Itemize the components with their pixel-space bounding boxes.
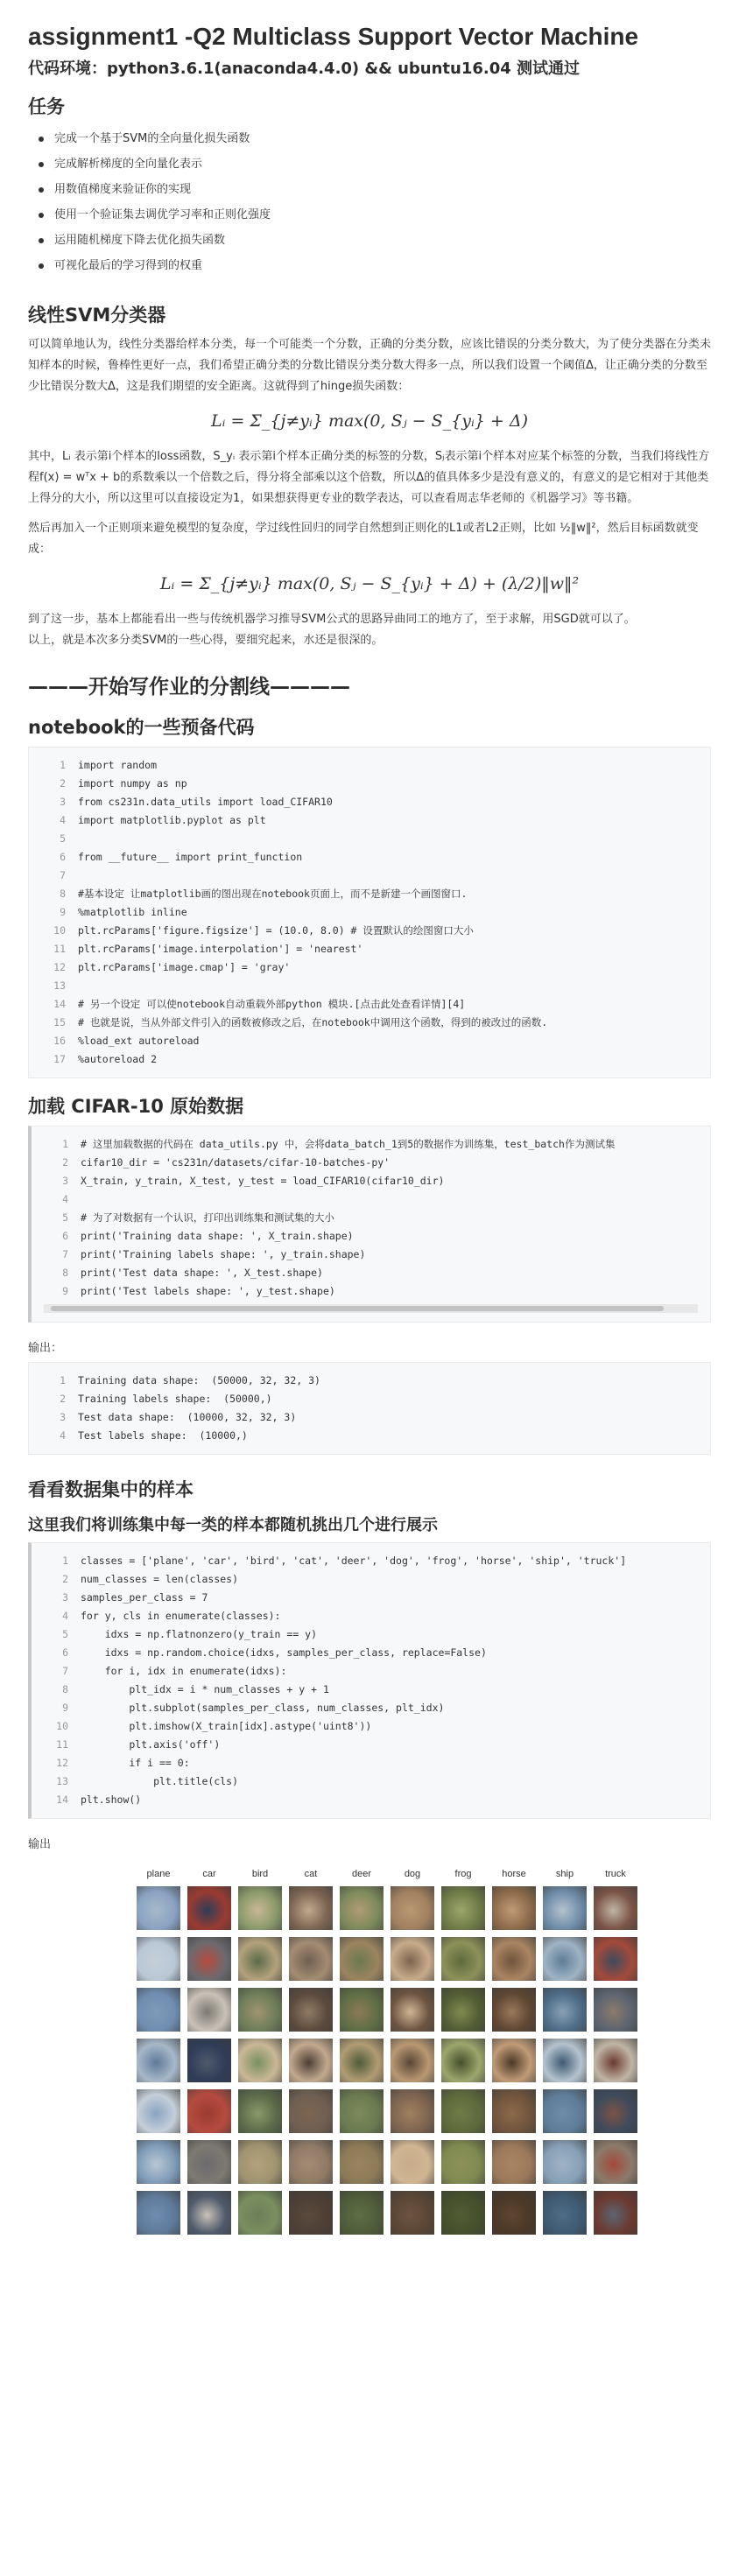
code-line bbox=[29, 885, 710, 903]
class-header-row bbox=[133, 1869, 711, 1879]
sample-image-truck bbox=[594, 1937, 637, 1981]
image-row bbox=[133, 1988, 711, 2032]
code-line bbox=[32, 1791, 710, 1809]
line-number: 3 bbox=[60, 1411, 66, 1423]
sample-image-deer bbox=[340, 1937, 384, 1981]
horizontal-scrollbar[interactable] bbox=[44, 1304, 698, 1313]
class-label-frog: frog bbox=[454, 1869, 472, 1879]
image-row bbox=[133, 1937, 711, 1981]
line-number: 4 bbox=[62, 1193, 68, 1205]
code-text: samples_per_class = 7 bbox=[81, 1591, 208, 1604]
code-line bbox=[32, 1625, 710, 1644]
list-item: 使用一个验证集去调优学习率和正则化强度 bbox=[39, 202, 711, 228]
code-block bbox=[28, 1126, 711, 1323]
line-number: 4 bbox=[60, 814, 66, 826]
scrollbar-thumb[interactable] bbox=[51, 1306, 664, 1311]
list-item: 可视化最后的学习得到的权重 bbox=[39, 253, 711, 278]
line-number: 13 bbox=[53, 979, 66, 992]
code-text: plt_idx = i * num_classes + y + 1 bbox=[81, 1683, 329, 1695]
sample-image-dog bbox=[391, 1886, 434, 1930]
code-text: if i == 0: bbox=[81, 1757, 190, 1769]
sample-image-frog bbox=[441, 2140, 485, 2184]
sample-image-plane bbox=[137, 2140, 180, 2184]
code-line bbox=[32, 1717, 710, 1736]
notebook-heading: notebook的一些预备代码 bbox=[28, 717, 255, 738]
line-number: 9 bbox=[62, 1285, 68, 1297]
code-line bbox=[29, 977, 710, 995]
paragraph: 可以简单地认为，线性分类器给样本分类，每一个可能类一个分数，正确的分类分数，应该比错误的分类分数大，为了使分类器在分类未知样本的时候，鲁棒性更好一点，我们希望正确分类的分数比错误分类分数大得多一点，所以我们设置一个阈值Δ，让正确分类的分数至少比错误分数大Δ，这是我们期望的安全距离。这就得到了hinge损失函数： bbox=[28, 338, 712, 393]
code-text: #基本设定 让matplotlib画的图出现在notebook页面上，而不是新建一个画图窗口. bbox=[78, 888, 468, 900]
line-number: 2 bbox=[62, 1156, 68, 1169]
image-row bbox=[133, 2039, 711, 2082]
line-number: 12 bbox=[56, 1757, 68, 1769]
line-number: 10 bbox=[53, 924, 66, 937]
sample-image-cat bbox=[289, 2191, 333, 2235]
line-number: 6 bbox=[62, 1230, 68, 1242]
sample-image-deer bbox=[340, 2089, 384, 2133]
code-line bbox=[32, 1754, 710, 1772]
code-line bbox=[29, 995, 710, 1014]
code-text: %autoreload 2 bbox=[78, 1053, 158, 1065]
sample-image-dog bbox=[391, 1988, 434, 2032]
code-line bbox=[32, 1570, 710, 1589]
sample-image-car bbox=[187, 2039, 231, 2082]
code-line bbox=[29, 1427, 710, 1445]
line-number: 14 bbox=[56, 1793, 68, 1806]
line-number: 16 bbox=[53, 1035, 66, 1047]
line-number: 5 bbox=[60, 832, 66, 845]
line-number: 9 bbox=[62, 1702, 68, 1714]
sample-image-ship bbox=[543, 1988, 587, 2032]
sample-image-car bbox=[187, 2191, 231, 2235]
line-number: 3 bbox=[62, 1591, 68, 1604]
sample-image-ship bbox=[543, 1886, 587, 1930]
sample-subheading: 这里我们将训练集中每一类的样本都随机挑出几个进行展示 bbox=[28, 1516, 438, 1534]
sample-image-frog bbox=[441, 1988, 485, 2032]
sample-image-dog bbox=[391, 1937, 434, 1981]
sample-image-bird bbox=[238, 2140, 282, 2184]
code-text: plt.rcParams['figure.figsize'] = (10.0, 8.0) # 设置默认的绘图窗口大小 bbox=[78, 924, 474, 937]
sample-image-cat bbox=[289, 2089, 333, 2133]
code-text: plt.subplot(samples_per_class, num_classes, plt_idx) bbox=[81, 1702, 445, 1714]
line-number: 7 bbox=[62, 1248, 68, 1260]
load-heading: 加载 CIFAR-10 原始数据 bbox=[28, 1096, 244, 1117]
code-text: # 另一个设定 可以使notebook自动重载外部python 模块.[点击此处查看详情][4] bbox=[78, 998, 466, 1010]
sample-image-horse bbox=[492, 2039, 536, 2082]
code-text: for i, idx in enumerate(idxs): bbox=[81, 1665, 287, 1677]
code-line bbox=[29, 793, 710, 811]
code-text: print('Training data shape: ', X_train.shape) bbox=[81, 1230, 354, 1242]
sample-image-truck bbox=[594, 2089, 637, 2133]
line-number: 3 bbox=[60, 796, 66, 808]
sample-image-frog bbox=[441, 1886, 485, 1930]
paragraph: 然后再加入一个正则项来避免模型的复杂度，学过线性回归的同学自然想到正则化的L1或者L2正则，比如 ½‖w‖²，然后目标函数就变成： bbox=[28, 522, 699, 556]
code-line bbox=[29, 1014, 710, 1032]
code-block bbox=[28, 1362, 711, 1455]
code-text: from __future__ import print_function bbox=[78, 851, 303, 863]
sample-image-plane bbox=[137, 1937, 180, 1981]
sample-image-deer bbox=[340, 2191, 384, 2235]
sample-image-deer bbox=[340, 1988, 384, 2032]
sample-image-horse bbox=[492, 2191, 536, 2235]
sample-image-frog bbox=[441, 2089, 485, 2133]
line-number: 13 bbox=[56, 1775, 68, 1787]
code-text: plt.rcParams['image.interpolation'] = 'nearest' bbox=[78, 943, 363, 955]
line-number: 5 bbox=[62, 1211, 68, 1224]
code-line bbox=[29, 958, 710, 977]
sample-image-truck bbox=[594, 2140, 637, 2184]
line-number: 6 bbox=[62, 1646, 68, 1659]
code-line bbox=[32, 1736, 710, 1754]
sample-image-horse bbox=[492, 2140, 536, 2184]
line-number: 3 bbox=[62, 1175, 68, 1187]
task-heading: 任务 bbox=[28, 96, 65, 117]
sample-image-car bbox=[187, 2089, 231, 2133]
line-number: 10 bbox=[56, 1720, 68, 1732]
sample-image-cat bbox=[289, 1988, 333, 2032]
sample-image-dog bbox=[391, 2191, 434, 2235]
code-line bbox=[32, 1154, 710, 1172]
sample-image-bird bbox=[238, 1988, 282, 2032]
code-line bbox=[32, 1699, 710, 1717]
sample-image-ship bbox=[543, 2140, 587, 2184]
sample-image-plane bbox=[137, 1988, 180, 2032]
code-line bbox=[32, 1552, 710, 1570]
image-row bbox=[133, 2089, 711, 2133]
sample-image-ship bbox=[543, 1937, 587, 1981]
image-row bbox=[133, 2191, 711, 2235]
list-item: 完成一个基于SVM的全向量化损失函数 bbox=[39, 126, 711, 151]
image-row bbox=[133, 1886, 711, 1930]
class-label-ship: ship bbox=[555, 1869, 574, 1879]
class-label-bird: bird bbox=[251, 1869, 269, 1879]
sample-image-bird bbox=[238, 1937, 282, 1981]
class-label-car: car bbox=[202, 1869, 216, 1879]
line-number: 8 bbox=[62, 1267, 68, 1279]
sample-image-deer bbox=[340, 2140, 384, 2184]
sample-image-car bbox=[187, 1937, 231, 1981]
list-item: 运用随机梯度下降去优化损失函数 bbox=[39, 228, 711, 253]
code-line bbox=[29, 1050, 710, 1069]
sample-image-horse bbox=[492, 2089, 536, 2133]
line-number: 9 bbox=[60, 906, 66, 918]
code-line bbox=[32, 1589, 710, 1607]
code-text: from cs231n.data_utils import load_CIFAR10 bbox=[78, 796, 333, 808]
code-line bbox=[29, 1408, 710, 1427]
code-text: import matplotlib.pyplot as plt bbox=[78, 814, 266, 826]
code-text: print('Test labels shape: ', y_test.shape) bbox=[81, 1285, 335, 1297]
code-line bbox=[29, 1372, 710, 1390]
code-line bbox=[29, 867, 710, 885]
code-text: plt.title(cls) bbox=[81, 1775, 239, 1787]
env-heading: 代码环境：python3.6.1(anaconda4.4.0) && ubuntu16.04 测试通过 bbox=[28, 60, 581, 78]
code-text: %matplotlib inline bbox=[78, 906, 187, 918]
sample-image-cat bbox=[289, 1886, 333, 1930]
code-text: # 也就是说，当从外部文件引入的函数被修改之后，在notebook中调用这个函数，得到的被改过的函数. bbox=[78, 1016, 548, 1028]
class-label-truck: truck bbox=[605, 1869, 626, 1879]
hinge-formula: Lᵢ = Σ_{j≠yᵢ} max(0, Sⱼ − S_{yᵢ} + Δ) bbox=[210, 411, 528, 431]
class-label-horse: horse bbox=[502, 1869, 526, 1879]
line-number: 11 bbox=[53, 943, 66, 955]
sample-image-bird bbox=[238, 1886, 282, 1930]
line-number: 1 bbox=[62, 1555, 68, 1567]
code-line bbox=[32, 1644, 710, 1662]
code-line bbox=[32, 1227, 710, 1246]
code-text: print('Training labels shape: ', y_train.shape) bbox=[81, 1248, 366, 1260]
line-number: 8 bbox=[60, 888, 66, 900]
image-row bbox=[133, 2140, 711, 2184]
line-number: 1 bbox=[62, 1138, 68, 1150]
code-text: import numpy as np bbox=[78, 777, 187, 790]
sample-image-dog bbox=[391, 2039, 434, 2082]
code-text: idxs = np.random.choice(idxs, samples_per_class, replace=False) bbox=[81, 1646, 487, 1659]
line-number: 7 bbox=[60, 869, 66, 881]
task-list bbox=[39, 126, 711, 278]
sample-image-horse bbox=[492, 1988, 536, 2032]
line-number: 4 bbox=[62, 1610, 68, 1622]
code-line bbox=[29, 830, 710, 848]
line-number: 1 bbox=[60, 759, 66, 771]
code-block bbox=[28, 1542, 711, 1819]
class-label-cat: cat bbox=[304, 1869, 318, 1879]
code-block bbox=[28, 747, 711, 1078]
line-number: 4 bbox=[60, 1429, 66, 1442]
code-text: plt.imshow(X_train[idx].astype('uint8')) bbox=[81, 1720, 372, 1732]
sample-image-frog bbox=[441, 2039, 485, 2082]
image-rows bbox=[133, 1886, 711, 2235]
sample-image-car bbox=[187, 2140, 231, 2184]
code-text: plt.show() bbox=[81, 1793, 142, 1806]
page-title: assignment1 -Q2 Multiclass Support Vector Machine bbox=[28, 23, 639, 50]
code-line bbox=[29, 1032, 710, 1050]
class-label-plane: plane bbox=[146, 1869, 171, 1879]
code-line bbox=[32, 1172, 710, 1190]
code-line bbox=[32, 1282, 710, 1301]
output-label: 输出： bbox=[28, 1342, 63, 1355]
code-text: # 这里加载数据的代码在 data_utils.py 中，会将data_batch_1到5的数据作为训练集，test_batch作为测试集 bbox=[81, 1138, 616, 1150]
code-line bbox=[32, 1190, 710, 1209]
list-item: 完成解析梯度的全向量化表示 bbox=[39, 151, 711, 177]
sample-heading: 看看数据集中的样本 bbox=[28, 1479, 194, 1500]
sample-image-dog bbox=[391, 2140, 434, 2184]
sample-image-plane bbox=[137, 1886, 180, 1930]
line-number: 2 bbox=[62, 1573, 68, 1585]
code-text: X_train, y_train, X_test, y_test = load_CIFAR10(cifar10_dir) bbox=[81, 1175, 445, 1187]
sample-image-truck bbox=[594, 1886, 637, 1930]
sample-image-car bbox=[187, 1886, 231, 1930]
line-number: 17 bbox=[53, 1053, 66, 1065]
output-label: 输出 bbox=[28, 1838, 52, 1851]
line-number: 15 bbox=[53, 1016, 66, 1028]
code-line bbox=[32, 1681, 710, 1699]
code-line bbox=[32, 1772, 710, 1791]
sample-image-deer bbox=[340, 2039, 384, 2082]
sample-image-horse bbox=[492, 1937, 536, 1981]
code-text: cifar10_dir = 'cs231n/datasets/cifar-10-batches-py' bbox=[81, 1156, 391, 1169]
sample-image-ship bbox=[543, 2089, 587, 2133]
code-line bbox=[32, 1662, 710, 1681]
code-line bbox=[29, 1390, 710, 1408]
code-line bbox=[32, 1264, 710, 1282]
sample-image-ship bbox=[543, 2191, 587, 2235]
code-text: classes = ['plane', 'car', 'bird', 'cat', 'deer', 'dog', 'frog', 'horse', 'ship', 'truck'] bbox=[81, 1555, 627, 1567]
code-text: %load_ext autoreload bbox=[78, 1035, 200, 1047]
sample-image-dog bbox=[391, 2089, 434, 2133]
sample-image-horse bbox=[492, 1886, 536, 1930]
code-text: Training labels shape: (50000,) bbox=[78, 1393, 272, 1405]
code-line bbox=[29, 756, 710, 775]
code-text: num_classes = len(classes) bbox=[81, 1573, 239, 1585]
code-line bbox=[29, 903, 710, 922]
sample-image-deer bbox=[340, 1886, 384, 1930]
sample-image-bird bbox=[238, 2089, 282, 2133]
code-text: idxs = np.flatnonzero(y_train == y) bbox=[81, 1628, 318, 1640]
code-line bbox=[29, 922, 710, 940]
paragraph: 到了这一步，基本上都能看出一些与传统机器学习推导SVM公式的思路异曲同工的地方了，至于求解，用SGD就可以了。 bbox=[28, 613, 636, 626]
sample-image-plane bbox=[137, 2191, 180, 2235]
paragraph: 其中，Lᵢ 表示第i个样本的loss函数，S_yᵢ 表示第i个样本正确分类的标签的分数，Sⱼ表示第i个样本对应某个标签的分数，当我们将线性方程f(x) = wᵀx + b的系数乘以一个倍数之后，得分将全部乘以这个倍数，所以Δ的值具体多少是没有意义的，有意义的是它相对于其他类上得分的大小，所以这里可以直接设定为1，如果想获得更专业的数学表达，可以查看周志华老师的《机器学习》等书籍。 bbox=[28, 450, 710, 505]
code-line bbox=[32, 1607, 710, 1625]
line-number: 2 bbox=[60, 777, 66, 790]
code-line bbox=[32, 1246, 710, 1264]
svm-heading: 线性SVM分类器 bbox=[28, 305, 166, 326]
line-number: 8 bbox=[62, 1683, 68, 1695]
code-line bbox=[29, 848, 710, 867]
sample-image-plane bbox=[137, 2039, 180, 2082]
code-line bbox=[32, 1209, 710, 1227]
sample-image-truck bbox=[594, 1988, 637, 2032]
code-text: print('Test data shape: ', X_test.shape) bbox=[81, 1267, 323, 1279]
sample-image-plane bbox=[137, 2089, 180, 2133]
code-text: plt.rcParams['image.cmap'] = 'gray' bbox=[78, 961, 291, 973]
document bbox=[28, 0, 711, 2235]
line-number: 11 bbox=[56, 1738, 68, 1751]
sample-image-truck bbox=[594, 2039, 637, 2082]
sample-image-truck bbox=[594, 2191, 637, 2235]
line-number: 1 bbox=[60, 1374, 66, 1386]
line-number: 2 bbox=[60, 1393, 66, 1405]
sample-image-grid bbox=[133, 1869, 711, 2235]
line-number: 12 bbox=[53, 961, 66, 973]
sample-image-ship bbox=[543, 2039, 587, 2082]
sample-image-bird bbox=[238, 2039, 282, 2082]
regularized-formula: Lᵢ = Σ_{j≠yᵢ} max(0, Sⱼ − S_{yᵢ} + Δ) + (λ/2)‖w‖² bbox=[159, 574, 580, 593]
code-line bbox=[29, 811, 710, 830]
class-label-dog: dog bbox=[404, 1869, 421, 1879]
paragraph: 以上，就是本次多分类SVM的一些心得，要细究起来，水还是很深的。 bbox=[28, 634, 384, 647]
list-item: 用数值梯度来验证你的实现 bbox=[39, 177, 711, 202]
line-number: 7 bbox=[62, 1665, 68, 1677]
code-line bbox=[29, 775, 710, 793]
code-text: plt.axis('off') bbox=[81, 1738, 221, 1751]
code-text: Training data shape: (50000, 32, 32, 3) bbox=[78, 1374, 320, 1386]
sample-image-bird bbox=[238, 2191, 282, 2235]
line-number: 6 bbox=[60, 851, 66, 863]
sample-image-car bbox=[187, 1988, 231, 2032]
separator-heading: ———开始写作业的分割线———— bbox=[28, 676, 350, 698]
line-number: 14 bbox=[53, 998, 66, 1010]
code-text: Test labels shape: (10000,) bbox=[78, 1429, 248, 1442]
sample-image-frog bbox=[441, 2191, 485, 2235]
code-text: import random bbox=[78, 759, 158, 771]
code-line bbox=[29, 940, 710, 958]
code-line bbox=[32, 1135, 710, 1154]
sample-image-cat bbox=[289, 2039, 333, 2082]
line-number: 5 bbox=[62, 1628, 68, 1640]
code-text: for y, cls in enumerate(classes): bbox=[81, 1610, 281, 1622]
code-text: # 为了对数据有一个认识，打印出训练集和测试集的大小 bbox=[81, 1211, 334, 1224]
sample-image-cat bbox=[289, 1937, 333, 1981]
sample-image-frog bbox=[441, 1937, 485, 1981]
sample-image-cat bbox=[289, 2140, 333, 2184]
class-label-deer: deer bbox=[351, 1869, 372, 1879]
code-text: Test data shape: (10000, 32, 32, 3) bbox=[78, 1411, 297, 1423]
